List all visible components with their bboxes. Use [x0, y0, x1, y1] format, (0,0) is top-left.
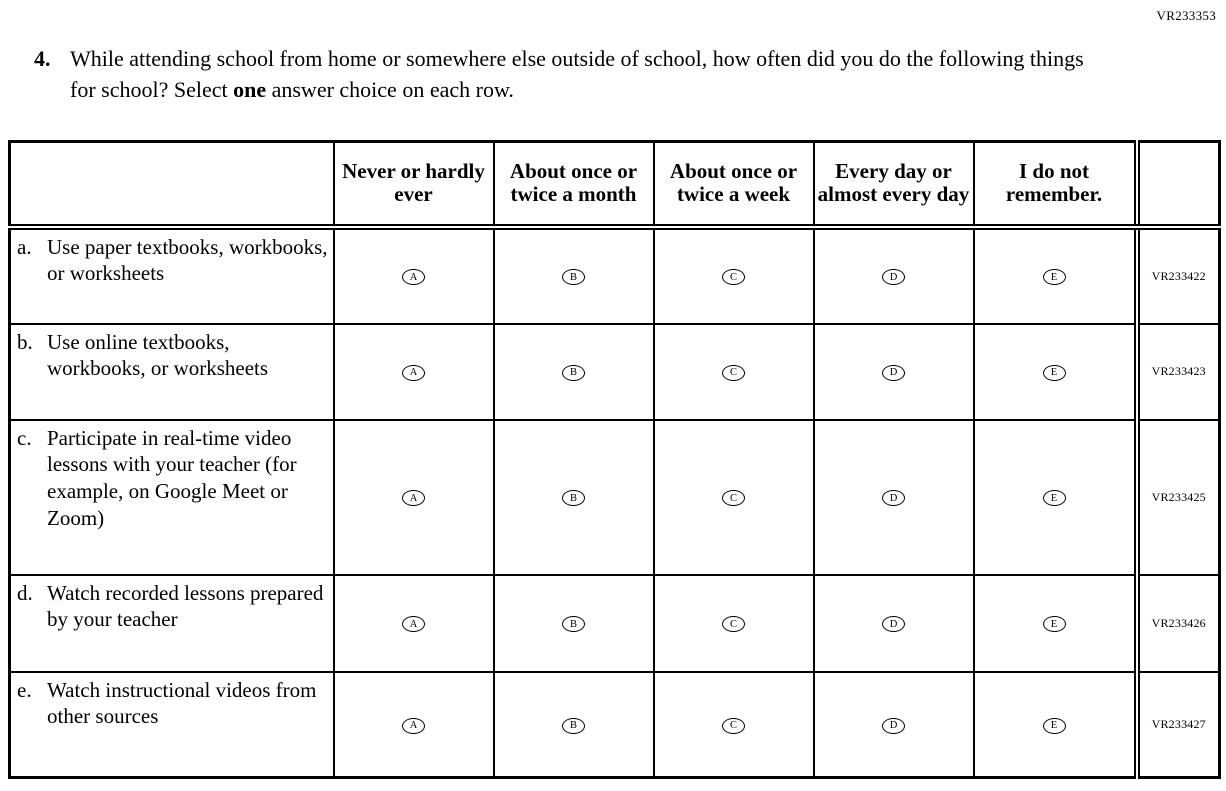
answer-bubble-d[interactable] [882, 365, 905, 381]
header-blank [10, 142, 334, 227]
bubble-letter: C [729, 720, 737, 731]
option-cell [494, 324, 654, 420]
question-text-post: answer choice on each row. [266, 76, 514, 102]
answer-bubble-c[interactable] [722, 718, 745, 734]
row-label [10, 420, 334, 575]
answer-bubble-b[interactable] [562, 616, 585, 632]
answer-bubble-b[interactable] [562, 490, 585, 506]
row-label-text: Participate in real-time video lessons with your teacher (for example, on Google Meet or Zoom) [47, 425, 297, 531]
answer-bubble-d[interactable] [882, 269, 905, 285]
row-label [10, 227, 334, 324]
bubble-letter: D [889, 367, 898, 379]
answer-bubble-b[interactable] [562, 365, 585, 381]
option-cell [494, 420, 654, 575]
question-number: 4. [34, 46, 51, 71]
answer-bubble-e[interactable] [1043, 616, 1066, 632]
row-letter: b. [17, 329, 33, 354]
row-label [10, 672, 334, 778]
answer-bubble-d[interactable] [882, 616, 905, 632]
answer-bubble-e[interactable] [1043, 269, 1066, 285]
option-cell [974, 672, 1137, 778]
option-cell [974, 227, 1137, 324]
row-letter: e. [17, 677, 32, 702]
option-cell [814, 672, 974, 778]
header-once-week: About once or twice a week [654, 142, 814, 227]
option-cell [654, 575, 814, 672]
option-cell [814, 420, 974, 575]
bubble-letter: E [1050, 618, 1058, 630]
bubble-letter: E [1050, 367, 1058, 379]
bubble-letter: D [889, 271, 898, 283]
bubble-letter: D [889, 492, 898, 504]
table-row-e [10, 672, 1220, 778]
option-cell [654, 227, 814, 324]
answer-bubble-b[interactable] [562, 269, 585, 285]
bubble-letter: C [729, 367, 737, 379]
option-cell [494, 227, 654, 324]
row-label-text: Watch recorded lessons prepared by your teacher [47, 580, 324, 632]
option-cell [654, 324, 814, 420]
bubble-letter: C [729, 618, 737, 630]
bubble-letter: A [409, 618, 418, 630]
option-cell [814, 227, 974, 324]
header-row [10, 142, 1220, 227]
answer-bubble-d[interactable] [882, 718, 905, 734]
page-code: VR233353 [1156, 8, 1216, 23]
answer-bubble-a[interactable] [402, 490, 425, 506]
bubble-letter: B [569, 720, 577, 731]
answer-bubble-c[interactable] [722, 365, 745, 381]
bubble-letter: A [409, 720, 418, 731]
header-not-remember: I do not remember. [974, 142, 1137, 227]
answer-bubble-e[interactable] [1043, 365, 1066, 381]
bubble-letter: D [889, 720, 898, 731]
answer-bubble-a[interactable] [402, 365, 425, 381]
row-letter: c. [17, 425, 32, 450]
option-cell [814, 575, 974, 672]
bubble-letter: A [409, 367, 418, 379]
answer-bubble-d[interactable] [882, 490, 905, 506]
row-label [10, 324, 334, 420]
table-row-c [10, 420, 1220, 575]
bubble-letter: A [409, 271, 418, 283]
row-letter: a. [17, 234, 32, 259]
answer-bubble-e[interactable] [1043, 490, 1066, 506]
bubble-letter: C [729, 271, 737, 283]
row-label [10, 575, 334, 672]
question-text-pre: While attending school from home or somewhere else outside of school, how often did you do the following things for school? Select [70, 46, 1084, 102]
bubble-letter: B [569, 367, 577, 379]
option-cell [334, 227, 494, 324]
option-cell [654, 672, 814, 778]
row-code: VR233425 [1137, 420, 1220, 575]
answer-bubble-c[interactable] [722, 616, 745, 632]
option-cell [494, 672, 654, 778]
option-cell [334, 575, 494, 672]
option-cell [974, 420, 1137, 575]
answer-bubble-a[interactable] [402, 269, 425, 285]
option-cell [974, 575, 1137, 672]
bubble-letter: B [569, 492, 577, 504]
table-row-b [10, 324, 1220, 420]
row-label-text: Use online textbooks, workbooks, or worksheets [47, 329, 269, 381]
answer-bubble-e[interactable] [1043, 718, 1066, 734]
answer-bubble-c[interactable] [722, 269, 745, 285]
bubble-letter: C [729, 492, 737, 504]
option-cell [974, 324, 1137, 420]
row-code: VR233426 [1137, 575, 1220, 672]
header-code-blank [1137, 142, 1220, 227]
question-text-bold: one [233, 76, 267, 102]
row-letter: d. [17, 580, 33, 605]
survey-table [8, 140, 1221, 779]
bubble-letter: E [1050, 720, 1058, 731]
row-label-text: Use paper textbooks, workbooks, or worksheets [47, 234, 328, 286]
question-block [34, 44, 1090, 106]
bubble-letter: E [1050, 271, 1058, 283]
row-code: VR233427 [1137, 672, 1220, 778]
bubble-letter: D [889, 618, 898, 630]
bubble-letter: B [569, 618, 577, 630]
header-every-day: Every day or almost every day [814, 142, 974, 227]
table-row-d [10, 575, 1220, 672]
row-label-text: Watch instructional videos from other sources [47, 677, 317, 729]
option-cell [334, 324, 494, 420]
answer-bubble-a[interactable] [402, 616, 425, 632]
header-once-month: About once or twice a month [494, 142, 654, 227]
row-code: VR233422 [1137, 227, 1220, 324]
option-cell [334, 420, 494, 575]
row-code: VR233423 [1137, 324, 1220, 420]
bubble-letter: A [409, 492, 418, 504]
bubble-letter: E [1050, 492, 1058, 504]
answer-bubble-a[interactable] [402, 718, 425, 734]
table-row-a [10, 227, 1220, 324]
option-cell [494, 575, 654, 672]
header-never: Never or hardly ever [334, 142, 494, 227]
bubble-letter: B [569, 271, 577, 283]
option-cell [334, 672, 494, 778]
answer-bubble-c[interactable] [722, 490, 745, 506]
answer-bubble-b[interactable] [562, 718, 585, 734]
option-cell [814, 324, 974, 420]
question-text [70, 44, 1090, 106]
option-cell [654, 420, 814, 575]
